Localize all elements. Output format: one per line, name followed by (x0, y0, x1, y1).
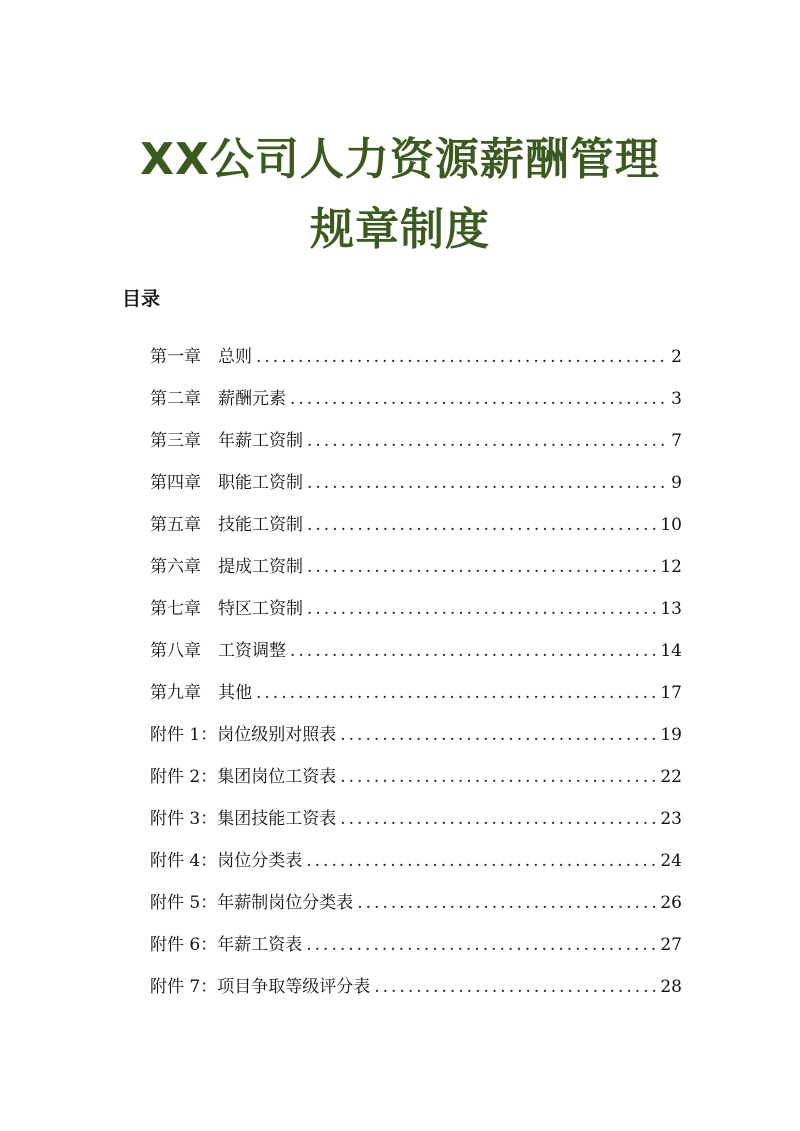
document-title-line-1: XX公司人力资源薪酬管理 (140, 134, 660, 185)
toc-dot-leader (307, 552, 656, 582)
toc-entry[interactable] (150, 426, 682, 468)
toc-entry-page: 3 (671, 389, 682, 409)
toc-entry-page: 22 (660, 767, 682, 787)
toc-entry[interactable] (150, 384, 682, 426)
toc-dot-leader (256, 342, 667, 372)
toc-entry-page: 17 (660, 683, 682, 703)
toc-entry-label: 附件 5：年薪制岗位分类表 (150, 893, 354, 913)
toc-entry-label: 第七章 特区工资制 (150, 599, 303, 619)
toc-entry[interactable] (150, 552, 682, 594)
toc-entry[interactable] (150, 594, 682, 636)
toc-entry-page: 28 (660, 977, 682, 997)
toc-entry-label: 附件 3：集团技能工资表 (150, 809, 337, 829)
toc-entry[interactable] (150, 720, 682, 762)
toc-entry[interactable] (150, 468, 682, 510)
toc-entry-label: 附件 6：年薪工资表 (150, 935, 303, 955)
toc-entry-label: 第五章 技能工资制 (150, 515, 303, 535)
toc-entry-page: 10 (660, 515, 682, 535)
toc-entry[interactable] (150, 972, 682, 1014)
toc-entry-page: 13 (660, 599, 682, 619)
toc-dot-leader (290, 384, 667, 414)
toc-dot-leader (340, 762, 656, 792)
toc-entry-label: 第四章 职能工资制 (150, 473, 303, 493)
toc-dot-leader (306, 930, 656, 960)
toc-entry-page: 24 (660, 851, 682, 871)
toc-heading: 目录 (122, 288, 161, 310)
toc-entry-page: 23 (660, 809, 682, 829)
toc-entry-label: 第六章 提成工资制 (150, 557, 303, 577)
toc-entry[interactable] (150, 342, 682, 384)
toc-entry-label: 附件 1：岗位级别对照表 (150, 725, 337, 745)
toc-entry-page: 14 (660, 641, 682, 661)
toc-entry[interactable] (150, 636, 682, 678)
toc-entry-label: 第九章 其他 (150, 683, 252, 703)
toc-entry[interactable] (150, 804, 682, 846)
toc-entry[interactable] (150, 510, 682, 552)
toc-entry-label: 附件 2：集团岗位工资表 (150, 767, 337, 787)
toc-entry-label: 附件 4：岗位分类表 (150, 851, 303, 871)
toc-dot-leader (307, 468, 667, 498)
toc-entry-page: 7 (671, 431, 682, 451)
table-of-contents (150, 342, 682, 1014)
toc-dot-leader (340, 804, 656, 834)
toc-entry[interactable] (150, 888, 682, 930)
toc-entry-label: 附件 7：项目争取等级评分表 (150, 977, 371, 997)
toc-entry[interactable] (150, 678, 682, 720)
toc-entry-label: 第八章 工资调整 (150, 641, 286, 661)
toc-dot-leader (374, 972, 656, 1002)
toc-dot-leader (256, 678, 656, 708)
toc-dot-leader (306, 846, 656, 876)
toc-entry-label: 第三章 年薪工资制 (150, 431, 303, 451)
toc-dot-leader (357, 888, 656, 918)
toc-entry-page: 9 (671, 473, 682, 493)
toc-entry-page: 26 (660, 893, 682, 913)
toc-entry-page: 12 (660, 557, 682, 577)
toc-entry-page: 2 (671, 347, 682, 367)
toc-entry-label: 第二章 薪酬元素 (150, 389, 286, 409)
toc-dot-leader (307, 426, 667, 456)
toc-entry-page: 19 (660, 725, 682, 745)
toc-dot-leader (307, 510, 656, 540)
toc-dot-leader (307, 594, 656, 624)
toc-entry-page: 27 (660, 935, 682, 955)
document-title-line-2: 规章制度 (310, 204, 490, 255)
toc-entry[interactable] (150, 846, 682, 888)
toc-entry[interactable] (150, 930, 682, 972)
toc-dot-leader (290, 636, 656, 666)
toc-entry-label: 第一章 总则 (150, 347, 252, 367)
toc-dot-leader (340, 720, 656, 750)
toc-entry[interactable] (150, 762, 682, 804)
